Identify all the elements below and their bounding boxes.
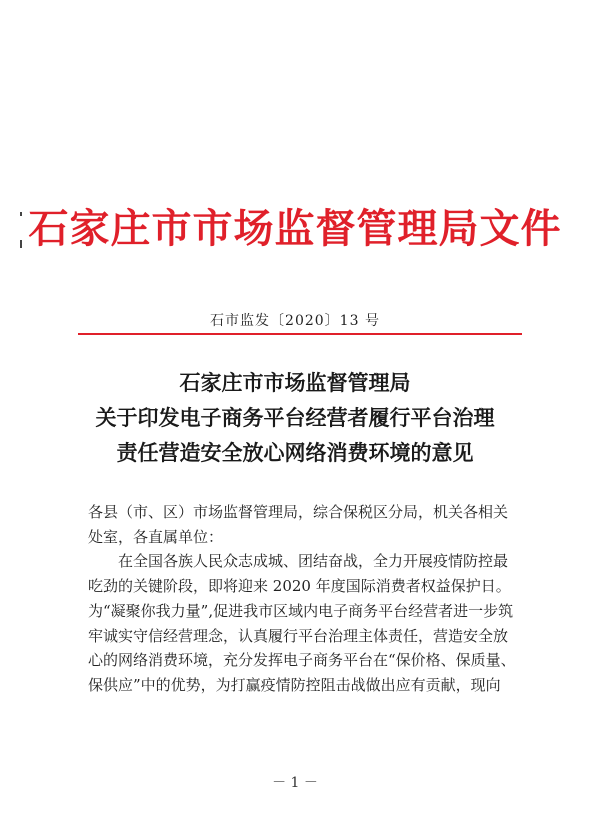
subject-line: 关于印发电子商务平台经营者履行平台治理 <box>95 405 495 430</box>
red-divider-line <box>78 333 522 335</box>
document-body <box>88 500 518 698</box>
addressee: 各县（市、区）市场监督管理局，综合保税区分局，机关各相关处室，各直属单位： <box>88 503 509 546</box>
subject-line: 石家庄市市场监督管理局 <box>179 370 411 395</box>
document-title: 石家庄市市场监督管理局文件 <box>28 206 562 252</box>
page-number: － 1 － <box>272 775 318 791</box>
body-paragraph: 在全国各族人民众志成城、团结奋战，全力开展疫情防控最吃劲的关键阶段，即将迎来 2020 年度国际消费者权益保护日。为“凝聚你我力量”,促进我市区域内电子商务平台经营者进一步筑牢诚实守信经营理念，认真履行平台治理主体责任，营造安全放心的网络消费环境，充分发挥电子商务平台在“保价格、保质量、保供应”中的优势，为打赢疫情防控阻击战做出应有贡献，现向 <box>88 552 516 694</box>
document-subject <box>0 365 590 470</box>
subject-line: 责任营造安全放心网络消费环境的意见 <box>116 440 474 465</box>
document-number: 石市监发〔2020〕13 号 <box>210 313 380 329</box>
